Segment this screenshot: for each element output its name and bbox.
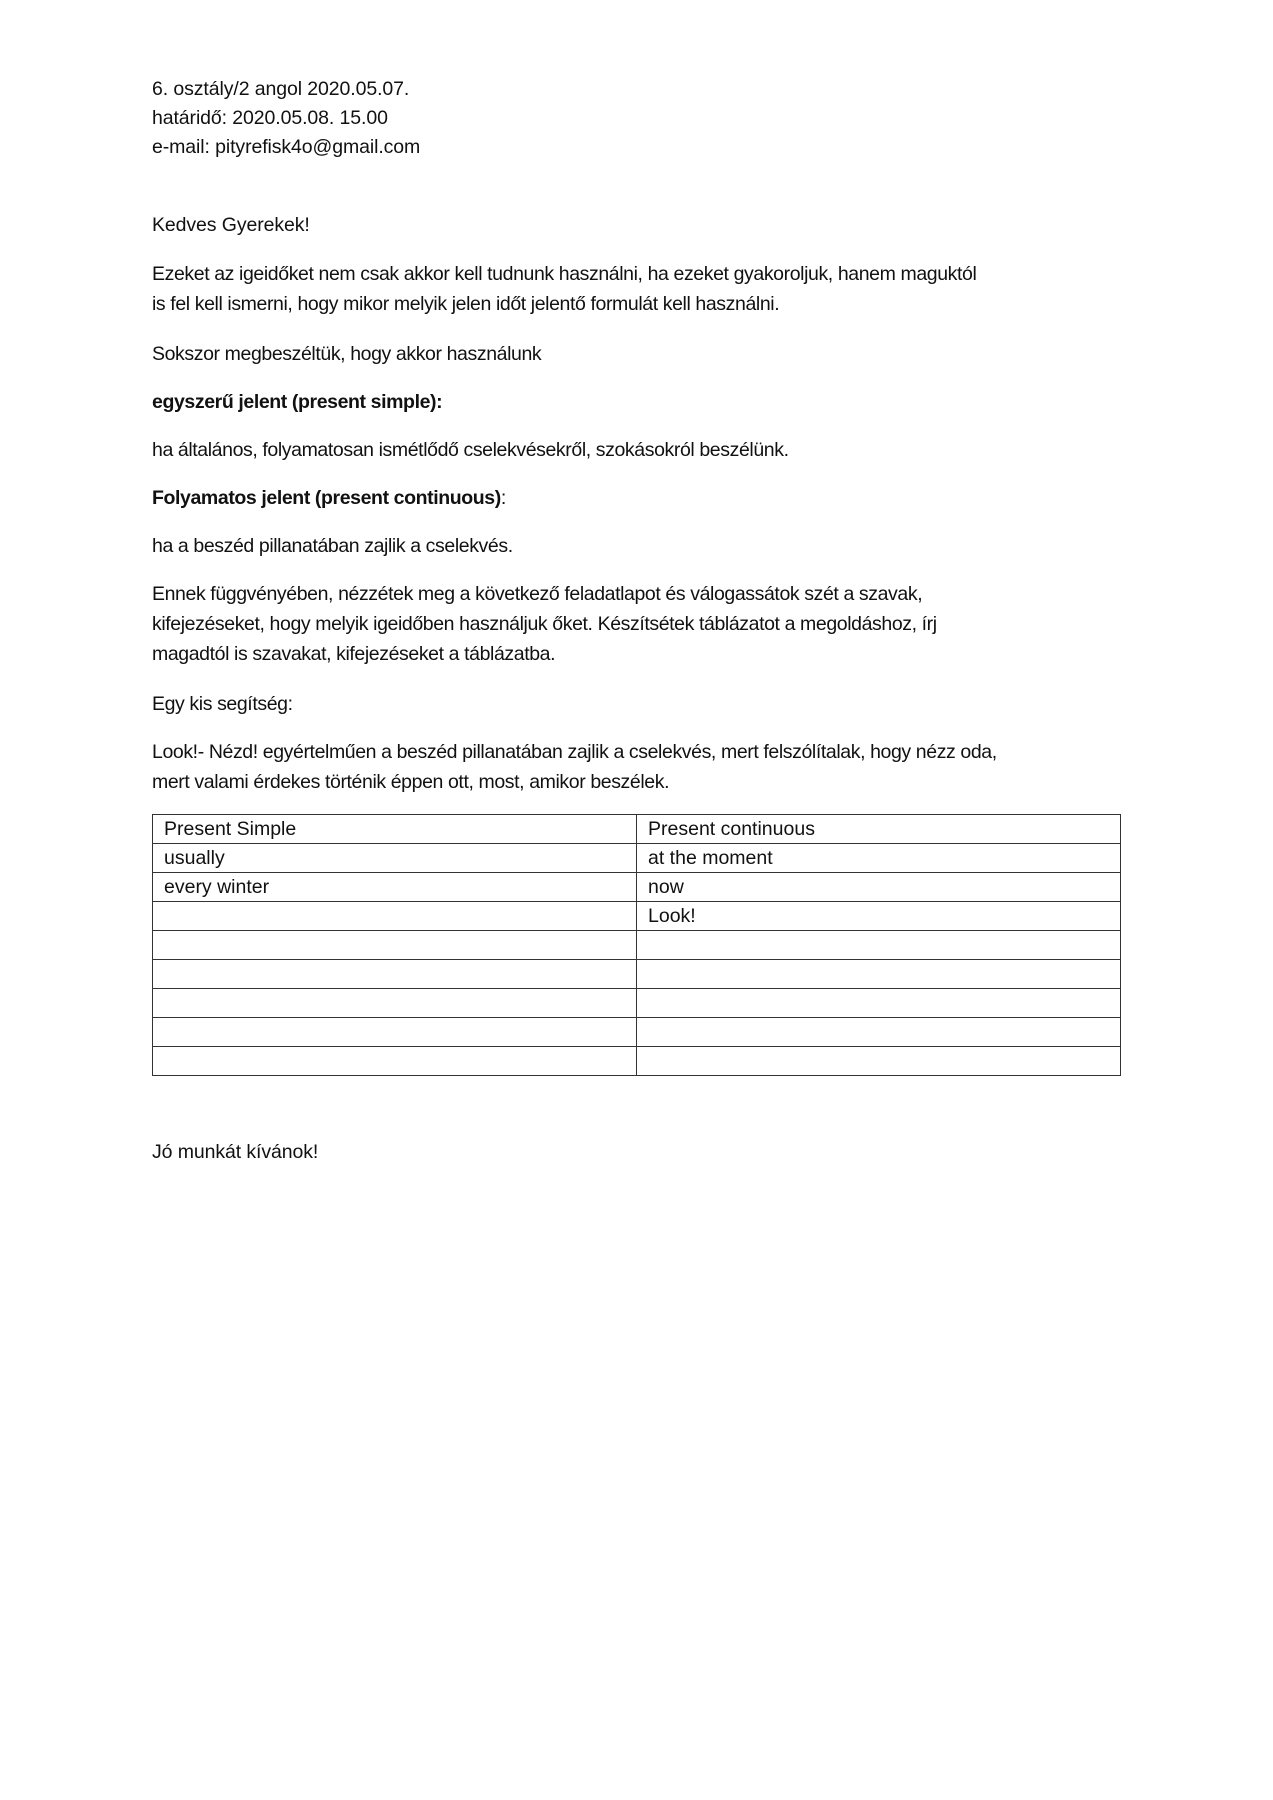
table-row — [153, 931, 1121, 960]
table-row — [153, 960, 1121, 989]
class-date-line: 6. osztály/2 angol 2020.05.07. — [152, 78, 410, 100]
help-label: Egy kis segítség: — [152, 693, 293, 715]
present-simple-cell — [153, 960, 637, 989]
table-body — [153, 815, 1121, 1076]
tense-sorting-table — [152, 814, 1121, 1076]
present-continuous-cell — [637, 1018, 1121, 1047]
present-continuous-description: ha a beszéd pillanatában zajlik a cselekvés. — [152, 535, 513, 557]
discussed-paragraph: Sokszor megbeszéltük, hogy akkor használunk — [152, 343, 542, 365]
closing-line: Jó munkát kívánok! — [152, 1141, 319, 1163]
present-continuous-cell: at the moment — [637, 844, 1121, 873]
present-continuous-heading-line — [152, 483, 1132, 514]
greeting: Kedves Gyerekek! — [152, 214, 310, 236]
present-simple-cell — [153, 931, 637, 960]
present-continuous-cell: now — [637, 873, 1121, 902]
table-row — [153, 902, 1121, 931]
present-simple-cell — [153, 1047, 637, 1076]
email-line: e-mail: pityrefisk4o@gmail.com — [152, 136, 421, 158]
table-row — [153, 989, 1121, 1018]
look-line: Look!- Nézd! egyértelműen a beszéd pillanatában zajlik a cselekvés, mert felszólítalak, hogy nézz oda, — [152, 741, 997, 763]
header-present-simple: Present Simple — [153, 815, 637, 844]
task-line: magadtól is szavakat, kifejezéseket a táblázatba. — [152, 643, 556, 665]
present-continuous-cell — [637, 960, 1121, 989]
look-line: mert valami érdekes történik éppen ott, most, amikor beszélek. — [152, 771, 670, 793]
table-row — [153, 1018, 1121, 1047]
present-simple-cell — [153, 902, 637, 931]
present-simple-description: ha általános, folyamatosan ismétlődő cselekvésekről, szokásokról beszélünk. — [152, 439, 789, 461]
present-simple-heading: egyszerű jelent (present simple): — [152, 391, 443, 413]
table-header-row — [153, 815, 1121, 844]
task-line: Ennek függvényében, nézzétek meg a következő feladatlapot és válogassátok szét a szavak, — [152, 583, 923, 605]
table-row — [153, 1047, 1121, 1076]
present-continuous-cell — [637, 1047, 1121, 1076]
present-simple-cell: usually — [153, 844, 637, 873]
intro-line: Ezeket az igeidőket nem csak akkor kell tudnunk használni, ha ezeket gyakoroljuk, hanem maguktól — [152, 263, 977, 285]
present-simple-cell: every winter — [153, 873, 637, 902]
present-continuous-cell — [637, 931, 1121, 960]
deadline-line: határidő: 2020.05.08. 15.00 — [152, 107, 388, 129]
intro-line: is fel kell ismerni, hogy mikor melyik jelen időt jelentő formulát kell használni. — [152, 293, 780, 315]
header-present-continuous: Present continuous — [637, 815, 1121, 844]
present-simple-cell — [153, 1018, 637, 1047]
present-continuous-cell: Look! — [637, 902, 1121, 931]
table-row — [153, 844, 1121, 873]
heading-colon: : — [500, 487, 506, 509]
present-continuous-heading: Folyamatos jelent (present continuous) — [152, 487, 501, 509]
present-simple-cell — [153, 989, 637, 1018]
present-continuous-cell — [637, 989, 1121, 1018]
task-line: kifejezéseket, hogy melyik igeidőben használjuk őket. Készítsétek táblázatot a megoldáshoz, írj — [152, 613, 937, 635]
table-row — [153, 873, 1121, 902]
